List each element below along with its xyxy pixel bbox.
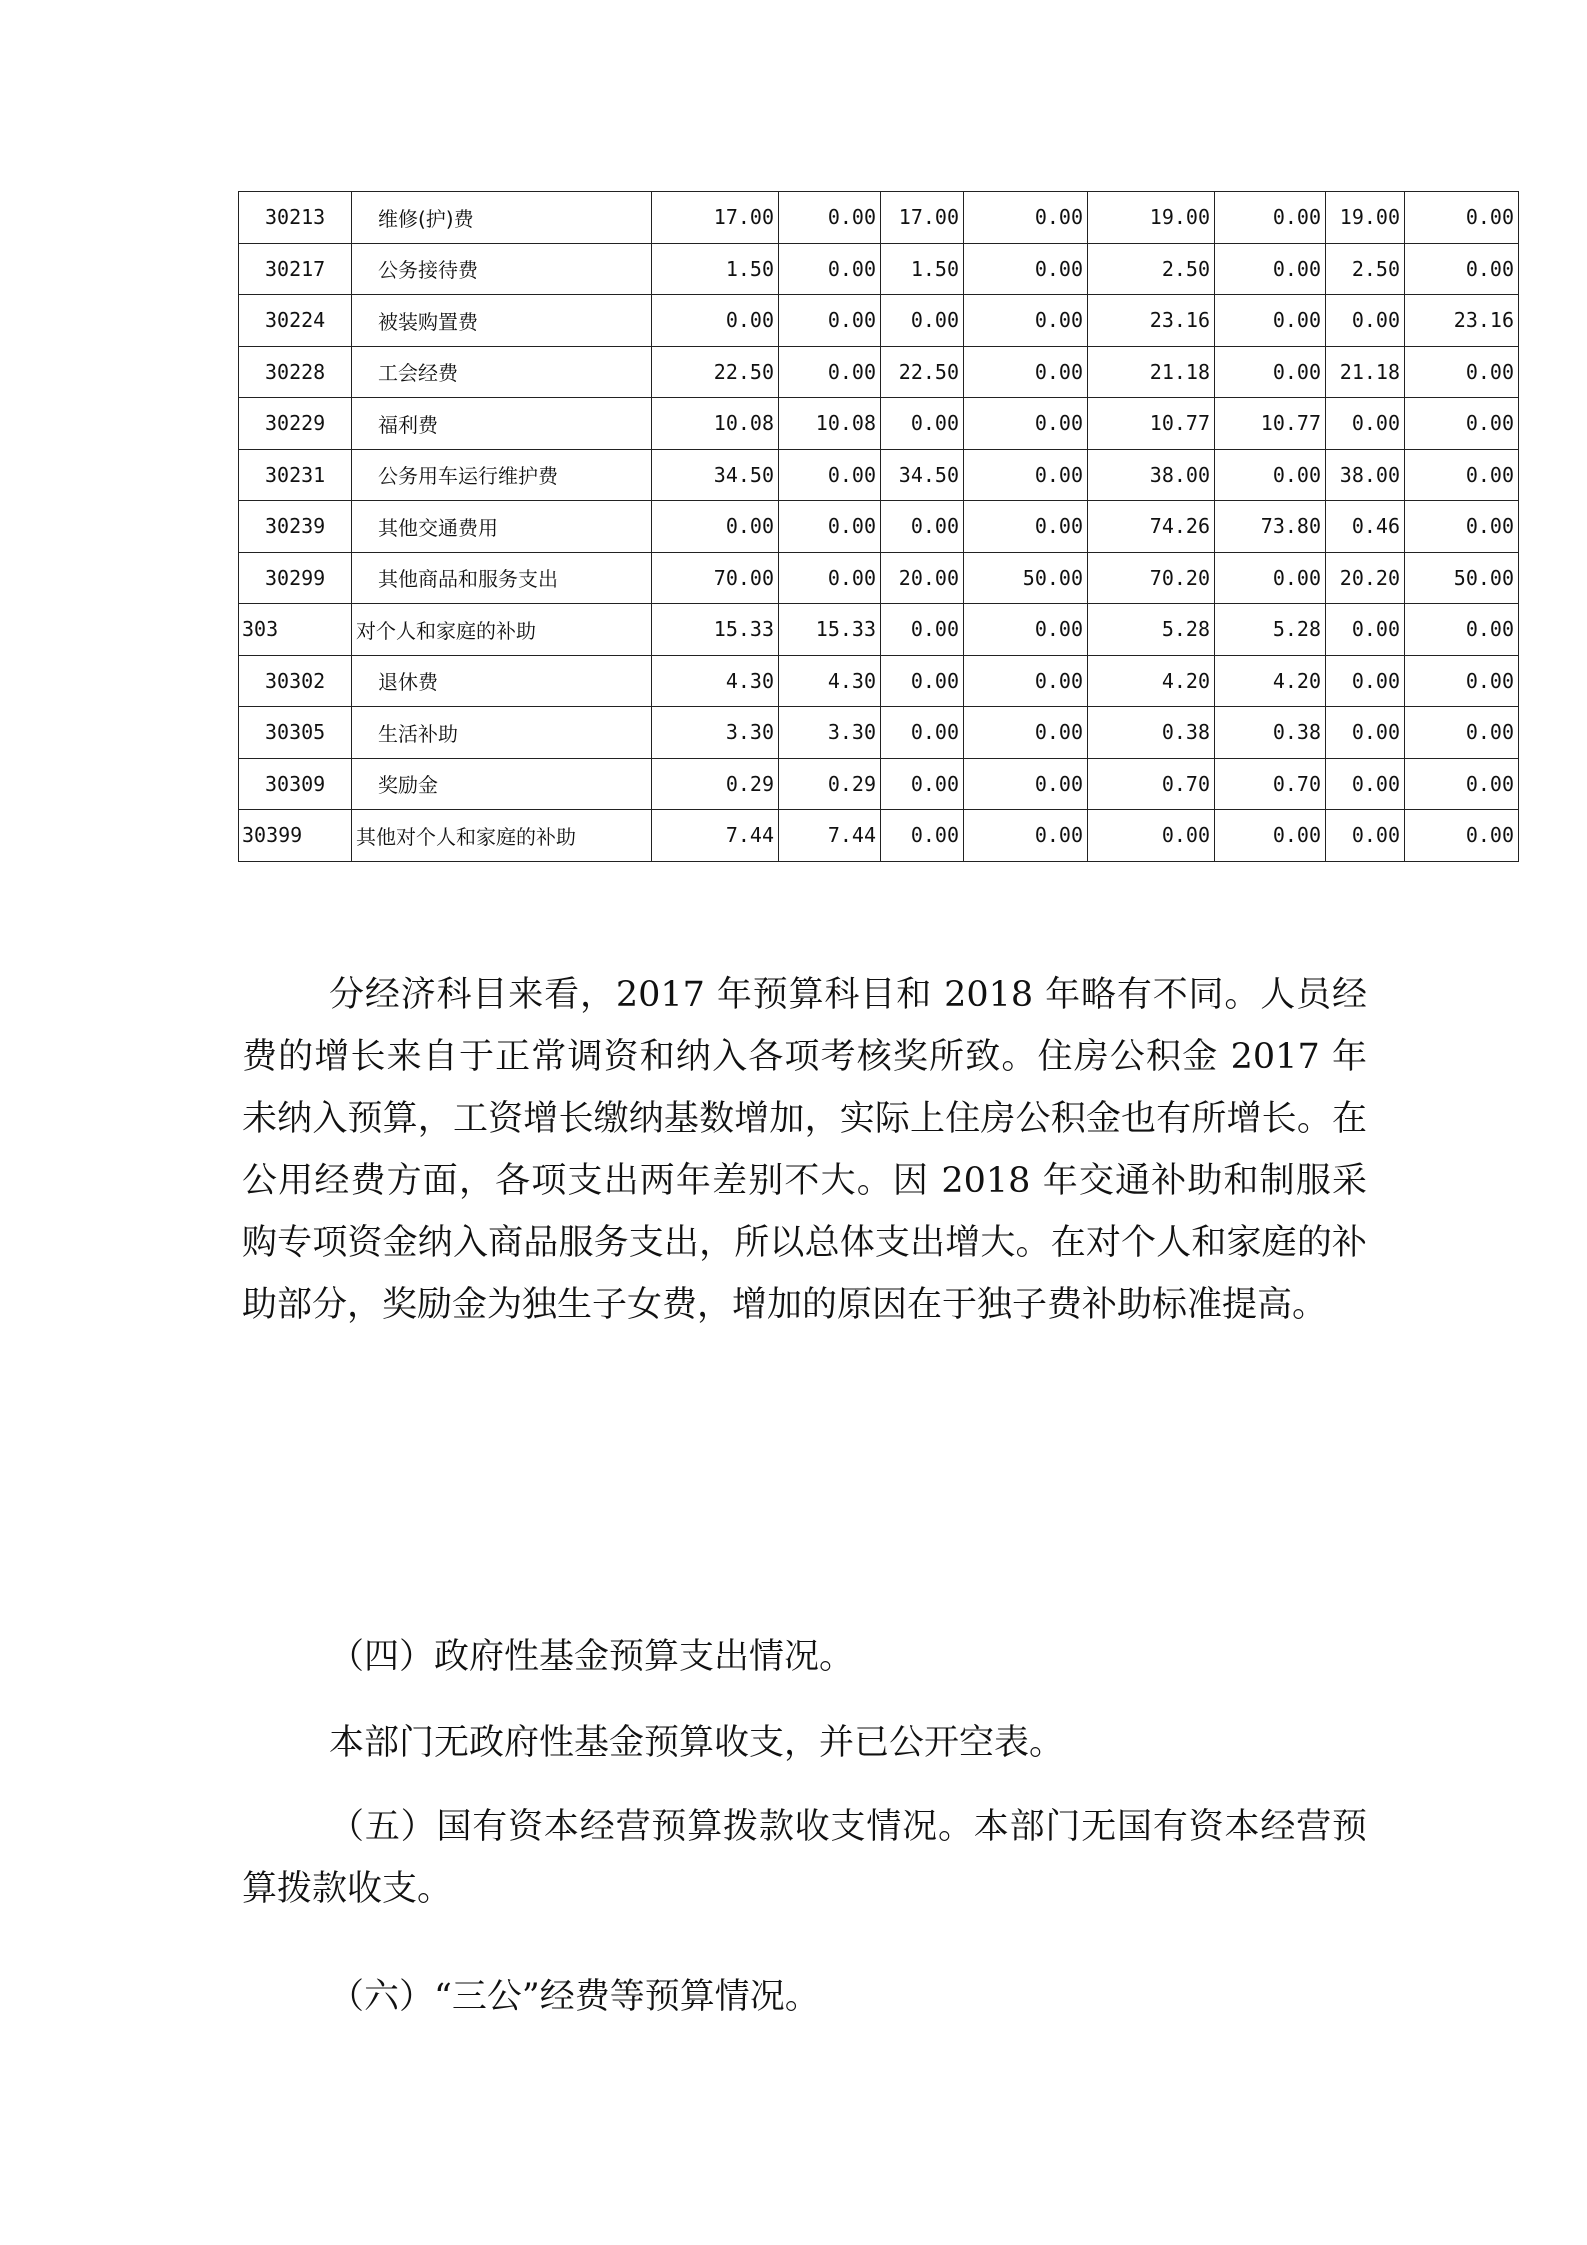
- table-row: [239, 295, 1519, 347]
- row-code: 303: [239, 604, 352, 656]
- row-value: 19.00: [1088, 192, 1215, 244]
- row-value: 7.44: [652, 810, 779, 862]
- row-value: 23.16: [1405, 295, 1519, 347]
- row-value: 0.00: [779, 192, 881, 244]
- row-value: 0.00: [1215, 192, 1326, 244]
- row-value: 3.30: [652, 707, 779, 759]
- row-value: 4.20: [1215, 655, 1326, 707]
- row-value: 0.00: [1326, 810, 1405, 862]
- row-value: 0.00: [1405, 449, 1519, 501]
- table-row: [239, 346, 1519, 398]
- row-value: 0.00: [1215, 449, 1326, 501]
- row-value: 0.00: [1326, 707, 1405, 759]
- heading-three-public: （六）“三公”经费等预算情况。: [329, 1977, 820, 2017]
- section-6: [242, 1966, 1367, 2028]
- row-value: 0.00: [1405, 604, 1519, 656]
- row-value: 0.00: [1215, 810, 1326, 862]
- row-code: 30299: [239, 552, 352, 604]
- row-value: 0.38: [1088, 707, 1215, 759]
- row-value: 34.50: [652, 449, 779, 501]
- row-value: 74.26: [1088, 501, 1215, 553]
- row-name: 福利费: [352, 398, 652, 450]
- row-value: 0.00: [1088, 810, 1215, 862]
- row-value: 0.00: [881, 295, 964, 347]
- table-row: [239, 707, 1519, 759]
- row-value: 1.50: [881, 243, 964, 295]
- row-code: 30224: [239, 295, 352, 347]
- paragraph-government-fund: 本部门无政府性基金预算收支，并已公开空表。: [329, 1723, 1065, 1763]
- row-code: 30302: [239, 655, 352, 707]
- row-value: 0.00: [964, 346, 1088, 398]
- row-code: 30239: [239, 501, 352, 553]
- table-row: [239, 810, 1519, 862]
- row-value: 38.00: [1088, 449, 1215, 501]
- row-value: 0.00: [881, 758, 964, 810]
- row-value: 17.00: [652, 192, 779, 244]
- row-value: 19.00: [1326, 192, 1405, 244]
- row-value: 0.00: [779, 346, 881, 398]
- row-value: 20.00: [881, 552, 964, 604]
- row-value: 0.00: [881, 398, 964, 450]
- row-value: 0.00: [1326, 604, 1405, 656]
- row-value: 0.00: [1405, 501, 1519, 553]
- row-value: 21.18: [1326, 346, 1405, 398]
- row-value: 50.00: [1405, 552, 1519, 604]
- row-value: 0.00: [964, 243, 1088, 295]
- row-value: 0.70: [1215, 758, 1326, 810]
- row-value: 15.33: [652, 604, 779, 656]
- row-name: 生活补助: [352, 707, 652, 759]
- heading-government-fund: （四）政府性基金预算支出情况。: [329, 1637, 855, 1677]
- row-code: 30305: [239, 707, 352, 759]
- table-row: [239, 758, 1519, 810]
- row-value: 7.44: [779, 810, 881, 862]
- row-value: 0.00: [779, 243, 881, 295]
- row-value: 23.16: [1088, 295, 1215, 347]
- row-name: 公务用车运行维护费: [352, 449, 652, 501]
- row-code: 30228: [239, 346, 352, 398]
- table-row: [239, 398, 1519, 450]
- row-value: 2.50: [1088, 243, 1215, 295]
- row-value: 15.33: [779, 604, 881, 656]
- row-code: 30309: [239, 758, 352, 810]
- row-value: 0.00: [1215, 295, 1326, 347]
- row-value: 70.00: [652, 552, 779, 604]
- row-value: 0.00: [1215, 243, 1326, 295]
- row-value: 22.50: [881, 346, 964, 398]
- row-value: 0.00: [1405, 192, 1519, 244]
- table-row: [239, 449, 1519, 501]
- row-value: 5.28: [1088, 604, 1215, 656]
- row-value: 0.00: [1215, 346, 1326, 398]
- table-row: [239, 655, 1519, 707]
- paragraph-economic-subjects: 分经济科目来看，2017 年预算科目和 2018 年略有不同。人员经费的增长来自于正常调资和纳入各项考核奖所致。住房公积金 2017 年未纳入预算，工资增长缴纳基数增加，实际上住房公积金也有所增长。在公用经费方面，各项支出两年差别不大。因 2018 年交通补助和制服采购专项资金纳入商品服务支出，所以总体支出增大。在对个人和家庭的补助部分，奖励金为独生子女费，增加的原因在于独子费补助标准提高。: [242, 975, 1367, 1325]
- row-value: 0.00: [1405, 810, 1519, 862]
- row-value: 0.00: [964, 449, 1088, 501]
- row-name: 奖励金: [352, 758, 652, 810]
- row-value: 0.00: [881, 604, 964, 656]
- row-value: 0.00: [1405, 243, 1519, 295]
- row-value: 0.46: [1326, 501, 1405, 553]
- paragraph-state-capital: （五）国有资本经营预算拨款收支情况。本部门无国有资本经营预算拨款收支。: [242, 1807, 1367, 1909]
- row-value: 0.00: [1405, 707, 1519, 759]
- table-body: [239, 192, 1519, 862]
- row-value: 0.29: [779, 758, 881, 810]
- row-value: 0.00: [652, 501, 779, 553]
- row-value: 0.00: [779, 552, 881, 604]
- row-name: 其他对个人和家庭的补助: [352, 810, 652, 862]
- row-code: 30213: [239, 192, 352, 244]
- row-name: 其他交通费用: [352, 501, 652, 553]
- section-4: [242, 1626, 1367, 1688]
- row-name: 被装购置费: [352, 295, 652, 347]
- row-value: 0.00: [964, 655, 1088, 707]
- row-name: 对个人和家庭的补助: [352, 604, 652, 656]
- row-value: 4.30: [779, 655, 881, 707]
- row-name: 公务接待费: [352, 243, 652, 295]
- row-value: 34.50: [881, 449, 964, 501]
- row-value: 0.00: [1405, 655, 1519, 707]
- row-value: 0.00: [779, 501, 881, 553]
- table-row: [239, 552, 1519, 604]
- row-value: 0.70: [1088, 758, 1215, 810]
- row-value: 0.38: [1215, 707, 1326, 759]
- row-value: 0.00: [881, 655, 964, 707]
- row-value: 0.00: [964, 398, 1088, 450]
- row-value: 0.00: [964, 501, 1088, 553]
- row-value: 20.20: [1326, 552, 1405, 604]
- row-value: 2.50: [1326, 243, 1405, 295]
- row-value: 5.28: [1215, 604, 1326, 656]
- row-value: 4.20: [1088, 655, 1215, 707]
- row-value: 0.00: [881, 501, 964, 553]
- row-code: 30217: [239, 243, 352, 295]
- row-value: 0.00: [964, 295, 1088, 347]
- row-value: 73.80: [1215, 501, 1326, 553]
- table-row: [239, 604, 1519, 656]
- row-value: 0.00: [1326, 758, 1405, 810]
- row-value: 70.20: [1088, 552, 1215, 604]
- table-row: [239, 192, 1519, 244]
- row-code: 30399: [239, 810, 352, 862]
- row-name: 其他商品和服务支出: [352, 552, 652, 604]
- table-row: [239, 501, 1519, 553]
- row-value: 3.30: [779, 707, 881, 759]
- row-value: 22.50: [652, 346, 779, 398]
- row-value: 0.00: [964, 192, 1088, 244]
- table-row: [239, 243, 1519, 295]
- row-value: 0.00: [652, 295, 779, 347]
- row-value: 0.29: [652, 758, 779, 810]
- row-value: 0.00: [1326, 398, 1405, 450]
- row-value: 10.08: [652, 398, 779, 450]
- row-value: 0.00: [881, 707, 964, 759]
- row-value: 4.30: [652, 655, 779, 707]
- body-text: [242, 964, 1367, 1336]
- row-value: 0.00: [1326, 655, 1405, 707]
- row-value: 10.77: [1088, 398, 1215, 450]
- expense-table: [238, 191, 1519, 862]
- row-value: 0.00: [964, 604, 1088, 656]
- row-value: 0.00: [1405, 398, 1519, 450]
- row-value: 38.00: [1326, 449, 1405, 501]
- row-value: 0.00: [964, 810, 1088, 862]
- row-name: 维修(护)费: [352, 192, 652, 244]
- row-value: 1.50: [652, 243, 779, 295]
- row-name: 退休费: [352, 655, 652, 707]
- row-value: 50.00: [964, 552, 1088, 604]
- row-value: 17.00: [881, 192, 964, 244]
- row-value: 0.00: [1215, 552, 1326, 604]
- row-name: 工会经费: [352, 346, 652, 398]
- row-value: 0.00: [964, 707, 1088, 759]
- row-value: 21.18: [1088, 346, 1215, 398]
- row-value: 10.08: [779, 398, 881, 450]
- row-value: 0.00: [779, 295, 881, 347]
- row-code: 30231: [239, 449, 352, 501]
- section-4-body: [242, 1712, 1367, 1774]
- row-value: 0.00: [1326, 295, 1405, 347]
- section-5: [242, 1796, 1367, 1920]
- row-value: 0.00: [779, 449, 881, 501]
- row-code: 30229: [239, 398, 352, 450]
- row-value: 0.00: [881, 810, 964, 862]
- row-value: 10.77: [1215, 398, 1326, 450]
- row-value: 0.00: [1405, 346, 1519, 398]
- row-value: 0.00: [964, 758, 1088, 810]
- row-value: 0.00: [1405, 758, 1519, 810]
